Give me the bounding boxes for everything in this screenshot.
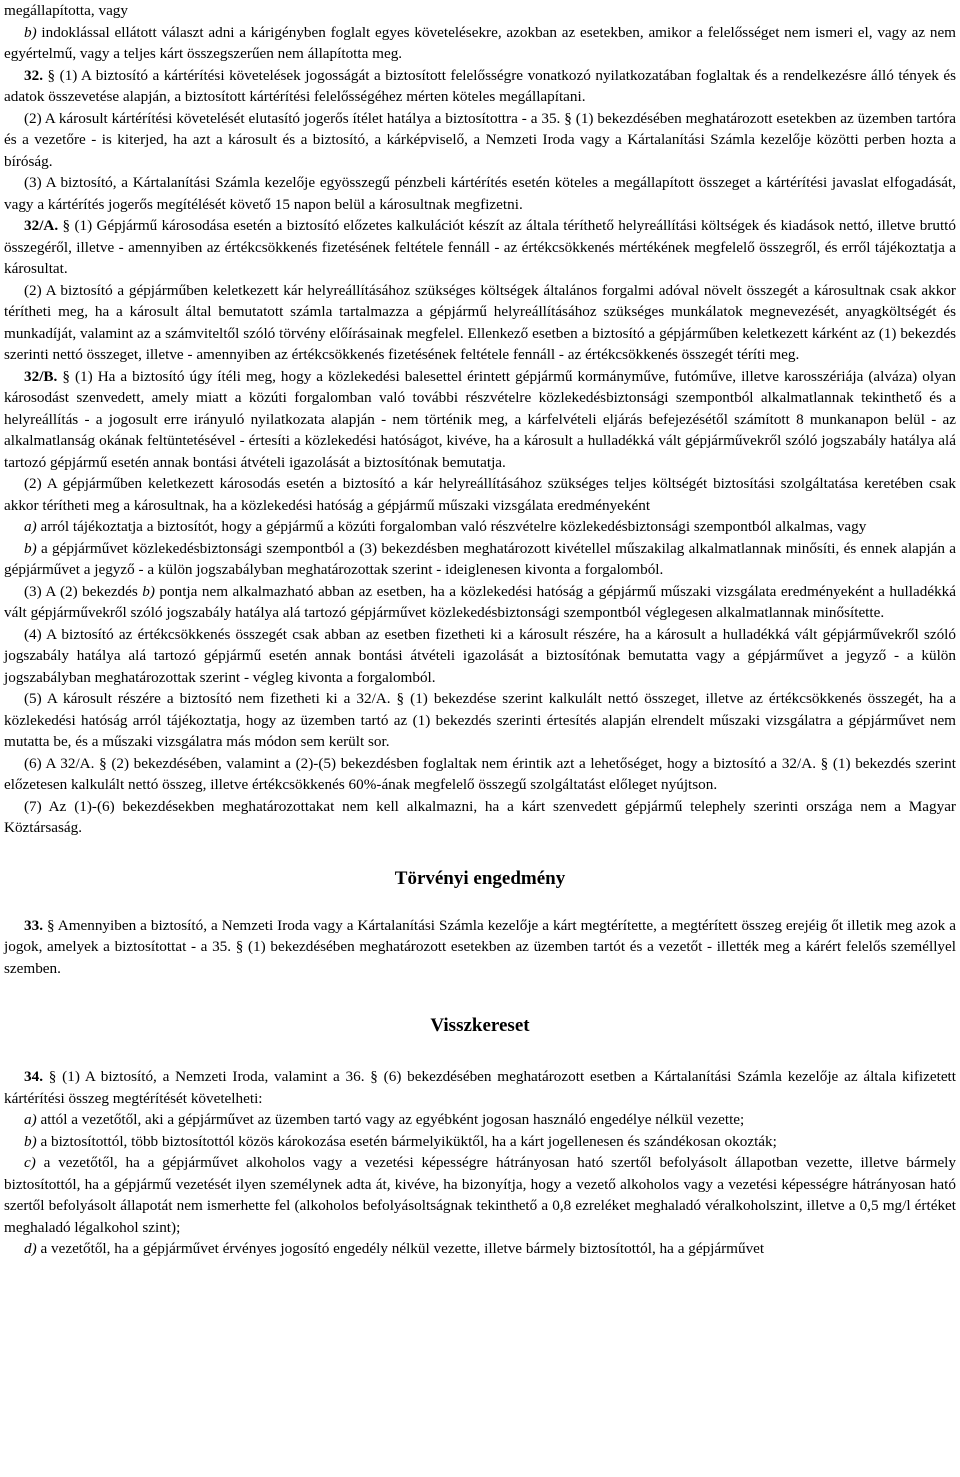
paragraph <box>4 1131 956 1153</box>
paragraph: (2) A biztosító a gépjárműben keletkezett kár helyreállításához szükséges költségek általános forgalmi adóval növelt összegét a károsultnak csak akkor térítheti meg, ha a károsult által bemutatott számla tartalmazza a gépjármű helyreállításához szükséges munkálatok megnevezését, anyagköltségét és munkadíját, valamint az a számviteltől szóló törvény előírásainak megfelel. Ellenkező esetben a biztosító a gépjárműben keletkezett kárként az (1) bekezdés szerinti nettó összeget, illetve - amennyiben az értékcsökkenés fizetésének feltétele fennáll - az értékcsökkenés összegét téríti meg. <box>4 281 956 363</box>
paragraph <box>4 1152 956 1238</box>
paragraph-text: a gépjárművet közlekedésbiztonsági szempontból a (3) bekezdésben meghatározott kivétellel műszakilag alkalmatlannak minősíti, és ennek alapján a gépjárművet a jegyző - a külön jogszabályban meghatározottak szerint - ideiglenesen kivonta a forgalomból. <box>4 539 956 578</box>
paragraph: (3) A biztosító, a Kártalanítási Számla kezelője egyösszegű pénzbeli kártérítés esetén köteles a megállapított összeget a kártérítési javaslat elfogadását, vagy a kártérítés jogerős megítélését követő 15 napon belül a károsultnak megfizetni. <box>4 174 956 213</box>
paragraph <box>4 366 956 474</box>
point-label: c) <box>24 1154 36 1171</box>
paragraph <box>4 22 956 65</box>
paragraph <box>4 65 956 108</box>
paragraph: megállapította, vagy <box>4 2 128 19</box>
document-body-bottom <box>4 1066 956 1260</box>
paragraph: (5) A károsult részére a biztosító nem fizetheti ki a 32/A. § (1) bekezdése szerint kalkulált nettó összeget, illetve az értékcsökkenés összegét, ha a közlekedési hatóság arról tájékoztatja, hogy az üzemben tartó az (1) bekezdés szerinti értesítés alapján elrendelt műszaki vizsgálatra a gépjárművet nem mutatta be, és a műszaki vizsgálatra más módon sem került sor. <box>4 690 956 750</box>
paragraph <box>4 581 956 624</box>
paragraph-text: (3) A (2) bekezdés <box>24 582 143 600</box>
point-label: d) <box>24 1240 37 1257</box>
paragraph-text: a biztosítottól, több biztosítottól közös károkozása esetén bármelyiküktől, ha a kárt jogellenesen és szándékosan okozták; <box>36 1132 777 1150</box>
document-body-middle <box>4 915 956 980</box>
paragraph-text: § Amennyiben a biztosító, a Nemzeti Iroda vagy a Kártalanítási Számla kezelője a kárt megtérítette, a megtérített összeg erejéig őt illetik meg azok a jogok, amelyek a biztosítottat - a 35. § (1) bekezdésében meghatározott esetekben az üzemben tartót és a vezetőt - illették meg a kárért felelős személlyel szemben. <box>4 916 956 977</box>
section-heading-torvenyi-engedmeny: Törvényi engedmény <box>394 867 566 889</box>
paragraph: (4) A biztosító az értékcsökkenés összegét csak abban az esetben fizetheti ki a károsult részére, ha a károsult a hulladékká vált gépjárművekről szóló jogszabály hatálya alá tartozó gépjármű esetén annak bontási átvételi igazolását a biztosítónak bemutatta vagy a gépjárművet a jegyző - a külön jogszabályban meghatározottak szerint - végleg kivonta a forgalomból. <box>4 625 956 686</box>
section-number: 33. <box>24 916 43 934</box>
paragraph <box>4 215 956 280</box>
paragraph: (2) A károsult kártérítési követelését elutasító jogerős ítélet hatálya a biztosítottra - a 35. § (1) bekezdésében meghatározott esetekben az üzemben tartóra és a vezetőre - is kiterjed, ha azt a károsult és a biztosító, a kárképviselő, a Nemzeti Iroda vagy a Kártalanítási Számla kezelője közötti perben hozta a bíróság. <box>4 109 956 170</box>
section-number: 34. <box>24 1068 43 1085</box>
paragraph: (2) A gépjárműben keletkezett károsodás esetén a biztosító a kár helyreállításához szükséges teljes költségét biztosítási szolgáltatása keretében csak akkor térítheti meg a károsultnak, ha a közlekedési hatóság a gépjármű műszaki vizsgálata eredményeként <box>4 475 956 514</box>
paragraph: (7) Az (1)-(6) bekezdésekben meghatározottakat nem kell alkalmazni, ha a kárt szenvedett gépjármű telephely szerinti országa nem a Magyar Köztársaság. <box>4 797 956 836</box>
point-label: a) <box>24 1111 37 1128</box>
point-label: b) <box>142 582 155 600</box>
paragraph-text: attól a vezetőtől, aki a gépjárművet az üzemben tartó vagy az egyébként jogosan használó engedélye nélkül vezette; <box>36 1111 745 1128</box>
section-heading-visszkereset: Visszkereset <box>430 1015 530 1036</box>
paragraph <box>4 1066 956 1109</box>
section-number: 32/B. <box>24 367 58 385</box>
paragraph-text: § (1) A biztosító a kártérítési követelések jogosságát a biztosított felelősségre vonatkozó nyilatkozatában foglaltak és a rendelkezésre álló tények és adatok összevetése alapján, a biztosított kártérítési felelősségéhez mérten köteles megállapítani. <box>4 66 956 105</box>
paragraph <box>4 1109 956 1131</box>
point-label: b) <box>24 539 37 557</box>
section-number: 32/A. <box>24 217 59 234</box>
paragraph-text: a vezetőtől, ha a gépjárművet alkoholos vagy a vezetési képességre hátrányosan ható szertől befolyásolt állapotban vezette, illetve bármely biztosítottól, ha a gépjármű vezetését ilyen személynek adta át, kivéve, ha bizonyítja, hogy a vezető alkoholos vagy a vezetési képességre hátrányosan ható szertől befolyásolt állapotát nem ismerhette fel (alkoholos befolyásoltságnak tekinthető a 0,8 ezreléket meghaladó véralkoholszint, illetve a 0,5 mg/l értéket meghaladó légalkohol szint); <box>4 1154 956 1236</box>
point-label: b) <box>24 23 37 41</box>
paragraph-text: pontja nem alkalmazható abban az esetben, ha a közlekedési hatóság a gépjármű műszaki vizsgálata eredményeként a hulladékká vált gépjárművekről szóló jogszabály hatálya alá tartozó gépjárművet közlekedésbiztonsági szempontból véglegesen alkalmatlannak minősítette. <box>4 582 956 621</box>
paragraph-text: arról tájékoztatja a biztosítót, hogy a gépjármű a közúti forgalomban való részvételre közlekedésbiztonsági szempontból alkalmas, vagy <box>36 518 867 535</box>
paragraph <box>4 516 956 538</box>
document-body-top <box>4 0 956 839</box>
paragraph-text: indoklással ellátott választ adni a kárigényben foglalt egyes követelésekre, azokban az esetekben, amikor a felelősséget nem ismeri el, vagy az nem egyértelmű, vagy a teljes kárt összegszerűen nem állapította meg. <box>4 23 956 62</box>
paragraph: (6) A 32/A. § (2) bekezdésében, valamint a (2)-(5) bekezdésben foglaltak nem érintik azt a lehetőséget, hogy a biztosító a 32/A. § (1) bekezdés szerint előzetesen kalkulált nettó összeg, illetve értékcsökkenés 60%-ának megfelelő összegű szolgáltatást előleget nyújtson. <box>4 754 956 793</box>
paragraph <box>4 1238 956 1260</box>
point-label: b) <box>24 1132 37 1150</box>
paragraph-text: § (1) Gépjármű károsodása esetén a biztosító előzetes kalkulációt készít az általa téríthető helyreállítási költségek és kiadások nettó, illetve bruttó összegéről, illetve - amennyiben az értékcsökkenés fizetésének feltétele fennáll - az értékcsökkenés mértékének megfelelő összegről, és erről tájékoztatja a károsultat. <box>4 217 956 277</box>
section-number: 32. <box>24 66 43 84</box>
paragraph-text: § (1) A biztosító, a Nemzeti Iroda, valamint a 36. § (6) bekezdésében meghatározott esetben a Kártalanítási Számla kezelője az általa kifizetett kártérítési összeg megtérítését követelheti: <box>4 1068 956 1107</box>
paragraph <box>4 538 956 581</box>
paragraph <box>4 915 956 980</box>
point-label: a) <box>24 518 37 535</box>
paragraph-text: § (1) Ha a biztosító úgy ítéli meg, hogy a közlekedési balesettel érintett gépjármű kormányműve, futóműve, illetve karosszériája (alváza) olyan károsodást szenvedett, amely miatt a közúti forgalomban való további részvételre közlekedésbiztonsági szempontból alkalmatlannak tekinthető és a helyreállítás - a jogosult erre irányuló nyilatkozata alapján - nem történik meg, a kárfelvételi eljárás befejezésétől számított 8 munkanapon belül - az alkalmatlanság okának feltüntetésével - értesíti a közlekedési hatóságot, kivéve, ha a károsult a hulladékká vált gépjárművekről szóló jogszabály hatálya alá tartozó gépjármű esetén annak bontási átvételi igazolását a biztosítónak bemutatja. <box>4 367 956 471</box>
paragraph-text: a vezetőtől, ha a gépjárművet érvényes jogosító engedély nélkül vezette, illetve bármely biztosítottól, ha a gépjárművet <box>36 1240 765 1257</box>
